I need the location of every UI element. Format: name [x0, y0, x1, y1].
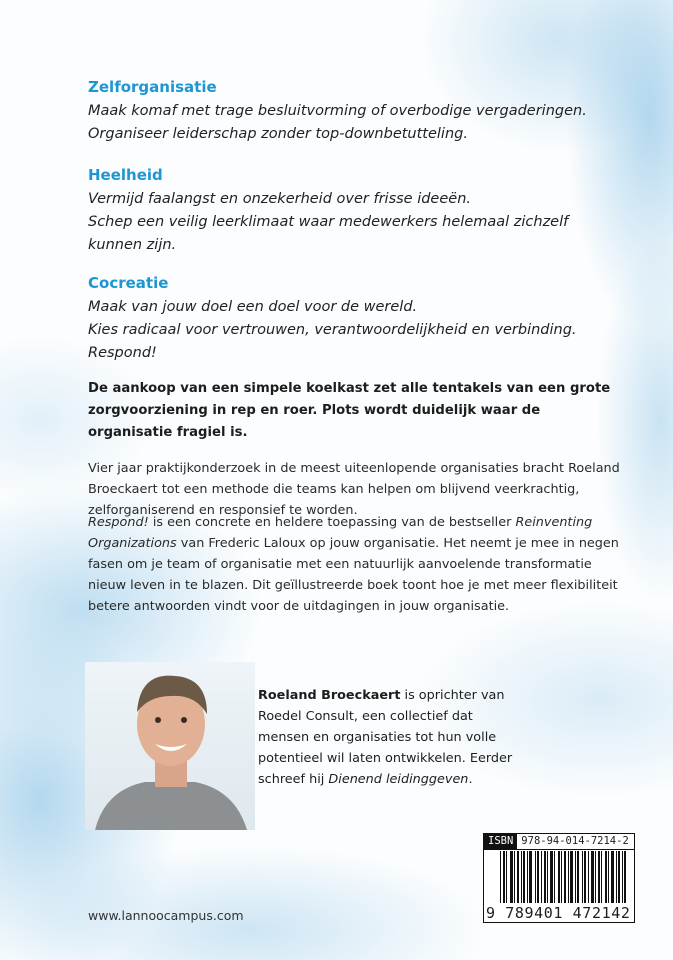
- barcode-bar: [568, 851, 569, 903]
- barcode-bar: [544, 851, 546, 903]
- section-line: Vermijd faalangst en onzekerheid over frisse ideeën.: [88, 191, 471, 207]
- barcode-bar: [535, 851, 536, 903]
- barcode-bar: [622, 851, 623, 903]
- section-line: Schep een veilig leerklimaat waar medewerkers helemaal zichzelf: [88, 214, 569, 230]
- barcode-bar: [523, 851, 525, 903]
- section-line: kunnen zijn.: [88, 237, 177, 253]
- barcode-bar: [564, 851, 566, 903]
- barcode-bar: [584, 851, 586, 903]
- barcode-bar: [558, 851, 560, 903]
- section-heading: Cocreatie: [88, 274, 169, 292]
- barcode-bar: [601, 851, 602, 903]
- barcode-bar: [510, 851, 513, 903]
- barcode-bar: [624, 851, 626, 903]
- section-heading: Zelforganisatie: [88, 78, 217, 96]
- barcode-bar: [503, 851, 505, 903]
- author-photo: [85, 662, 255, 830]
- barcode-bar: [577, 851, 579, 903]
- isbn-barcode: [483, 833, 635, 923]
- barcode-bar: [554, 851, 555, 903]
- bio-text: is oprichter van Roedel Consult, een collectief dat mensen en organisaties tot hun volle potentieel wil laten ontwikkelen. Eerder schreef hij: [258, 688, 513, 787]
- barcode-bar: [547, 851, 548, 903]
- title-italic: Respond!: [88, 515, 149, 530]
- section-zelforganisatie: [88, 78, 608, 146]
- barcode-bar: [561, 851, 562, 903]
- barcode-bars: [500, 851, 628, 903]
- barcode-bar: [591, 851, 594, 903]
- section-line: Kies radicaal voor vertrouwen, verantwoordelijkheid en verbinding.: [88, 322, 577, 338]
- bio-end: .: [468, 772, 473, 787]
- section-line: Maak komaf met trage besluitvorming of overbodige vergaderingen.: [88, 103, 587, 119]
- barcode-bar: [537, 851, 539, 903]
- section-cocreatie: [88, 274, 608, 365]
- barcode-bar: [588, 851, 589, 903]
- barcode-bar: [570, 851, 573, 903]
- section-heelheid: [88, 166, 608, 257]
- barcode-bar: [550, 851, 553, 903]
- author-bio: [258, 685, 518, 790]
- barcode-bar: [500, 851, 501, 903]
- section-line: Maak van jouw doel een doel voor de wereld.: [88, 299, 418, 315]
- section-line: Organiseer leiderschap zonder top-downbetutteling.: [88, 126, 468, 142]
- barcode-bar: [611, 851, 614, 903]
- lead-paragraph: De aankoop van een simpele koelkast zet alle tentakels van een grote zorgvoorziening in rep en roer. Plots wordt duidelijk waar de organisatie fragiel is.: [88, 381, 611, 440]
- barcode-bar: [582, 851, 583, 903]
- barcode-bar: [506, 851, 507, 903]
- barcode-digits: 9 789401 472142: [486, 904, 631, 922]
- author-name: Roeland Broeckaert: [258, 688, 401, 703]
- previous-book-title: Dienend leidinggeven: [328, 772, 469, 787]
- barcode-bar: [575, 851, 576, 903]
- isbn-label: ISBN: [484, 834, 517, 849]
- text: van Frederic Laloux op jouw organisatie. Het neemt je mee in negen fasen om je team of organisatie met een natuurlijk aanvoelende transformatie nieuw leven in te blazen. Dit geïllustreerde boek toont hoe je met meer flexibiliteit betere antwoorden vindt voor de uitdagingen in jouw organisatie.: [88, 536, 619, 614]
- barcode-bar: [529, 851, 532, 903]
- reference-italic: Reinventing Organizations: [88, 515, 593, 551]
- barcode-bar: [521, 851, 522, 903]
- barcode-bar: [595, 851, 596, 903]
- isbn-number: 978-94-014-7214-2: [521, 835, 629, 847]
- section-line: Respond!: [88, 345, 157, 361]
- barcode-bar: [608, 851, 609, 903]
- text: is een concrete en heldere toepassing van de bestseller: [148, 515, 516, 530]
- barcode-bar: [598, 851, 600, 903]
- body-paragraph-1: Vier jaar praktijkonderzoek in de meest uiteenlopende organisaties bracht Roeland Broeckaert tot een methode die teams kan helpen om blijvend veerkrachtig, zelforganiserend en responsief te worden.: [88, 461, 620, 518]
- publisher-url[interactable]: www.lannoocampus.com: [88, 908, 244, 923]
- barcode-bar: [541, 851, 542, 903]
- body-paragraph-2: [88, 512, 628, 617]
- barcode-bar: [514, 851, 515, 903]
- barcode-bar: [618, 851, 620, 903]
- section-heading: Heelheid: [88, 166, 163, 184]
- barcode-bar: [527, 851, 528, 903]
- barcode-bar: [605, 851, 607, 903]
- barcode-bar: [517, 851, 519, 903]
- barcode-bar: [616, 851, 617, 903]
